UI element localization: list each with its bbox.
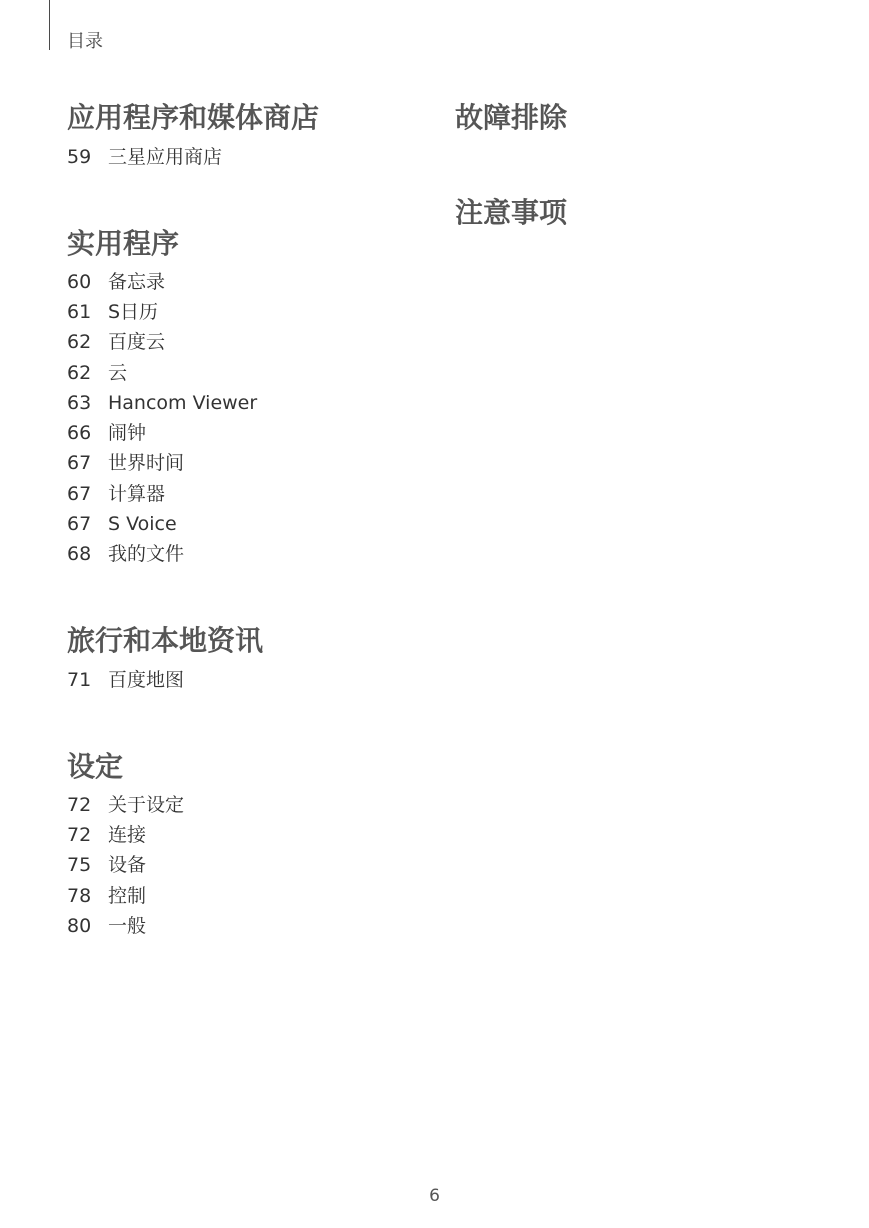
- toc-entry-title: 控制: [108, 885, 147, 907]
- toc-page-number: 67: [67, 513, 92, 535]
- toc-entry[interactable]: [67, 542, 184, 566]
- toc-entry[interactable]: [67, 668, 184, 692]
- toc-entry-title: 百度云: [108, 331, 166, 353]
- toc-page-number: 75: [67, 854, 92, 876]
- toc-page-number: 80: [67, 915, 92, 937]
- section-heading-utilities[interactable]: 实用程序: [67, 227, 180, 260]
- toc-entry-title: S Voice: [108, 513, 177, 535]
- toc-entry-title: 备忘录: [108, 271, 166, 293]
- header-title: 目录: [67, 31, 103, 52]
- toc-entry[interactable]: [67, 512, 177, 536]
- toc-entry[interactable]: [67, 853, 146, 877]
- toc-page-number: 67: [67, 452, 92, 474]
- toc-page-number: 71: [67, 669, 92, 691]
- toc-page-number: 67: [67, 483, 92, 505]
- toc-page-number: 66: [67, 422, 92, 444]
- toc-entry-title: 一般: [108, 915, 147, 937]
- toc-entry[interactable]: [67, 884, 146, 908]
- toc-entry-title: 三星应用商店: [108, 146, 223, 168]
- toc-entry-title: 我的文件: [108, 543, 185, 565]
- toc-entry-title: 设备: [108, 854, 147, 876]
- toc-entry[interactable]: [67, 482, 165, 506]
- page-margin-rule: [49, 0, 50, 50]
- toc-entry[interactable]: [67, 421, 146, 445]
- toc-entry[interactable]: [67, 330, 165, 354]
- toc-entry-title: 连接: [108, 824, 147, 846]
- toc-page-number: 78: [67, 885, 92, 907]
- toc-page-number: 62: [67, 362, 92, 384]
- toc-entry[interactable]: [67, 361, 127, 385]
- toc-entry-title: Hancom Viewer: [108, 392, 258, 414]
- section-heading-settings[interactable]: 设定: [67, 750, 124, 783]
- toc-entry-title: 闹钟: [108, 422, 147, 444]
- toc-page-number: 61: [67, 301, 92, 323]
- toc-page-number: 72: [67, 794, 92, 816]
- toc-entry-title: 百度地图: [108, 669, 185, 691]
- section-heading-app-store[interactable]: 应用程序和媒体商店: [67, 101, 320, 134]
- toc-entry[interactable]: [67, 391, 257, 415]
- toc-page-number: 62: [67, 331, 92, 353]
- toc-entry[interactable]: [67, 270, 165, 294]
- page-number: 6: [429, 1186, 440, 1206]
- toc-page-number: 63: [67, 392, 92, 414]
- toc-entry-title: 世界时间: [108, 452, 185, 474]
- toc-entry-title: 云: [108, 362, 128, 384]
- toc-entry[interactable]: [67, 823, 146, 847]
- toc-entry-title: 计算器: [108, 483, 166, 505]
- toc-page-number: 72: [67, 824, 92, 846]
- toc-entry[interactable]: [67, 451, 184, 475]
- toc-page-number: 60: [67, 271, 92, 293]
- toc-page-number: 68: [67, 543, 92, 565]
- toc-entry[interactable]: [67, 145, 222, 169]
- toc-entry[interactable]: [67, 793, 184, 817]
- section-heading-troubleshooting[interactable]: 故障排除: [455, 101, 568, 134]
- toc-page-number: 59: [67, 146, 92, 168]
- toc-entry[interactable]: [67, 914, 146, 938]
- section-heading-notices[interactable]: 注意事项: [455, 196, 568, 229]
- section-heading-travel[interactable]: 旅行和本地资讯: [67, 624, 264, 657]
- toc-entry-title: S日历: [108, 301, 159, 323]
- toc-entry[interactable]: [67, 300, 158, 324]
- toc-entry-title: 关于设定: [108, 794, 185, 816]
